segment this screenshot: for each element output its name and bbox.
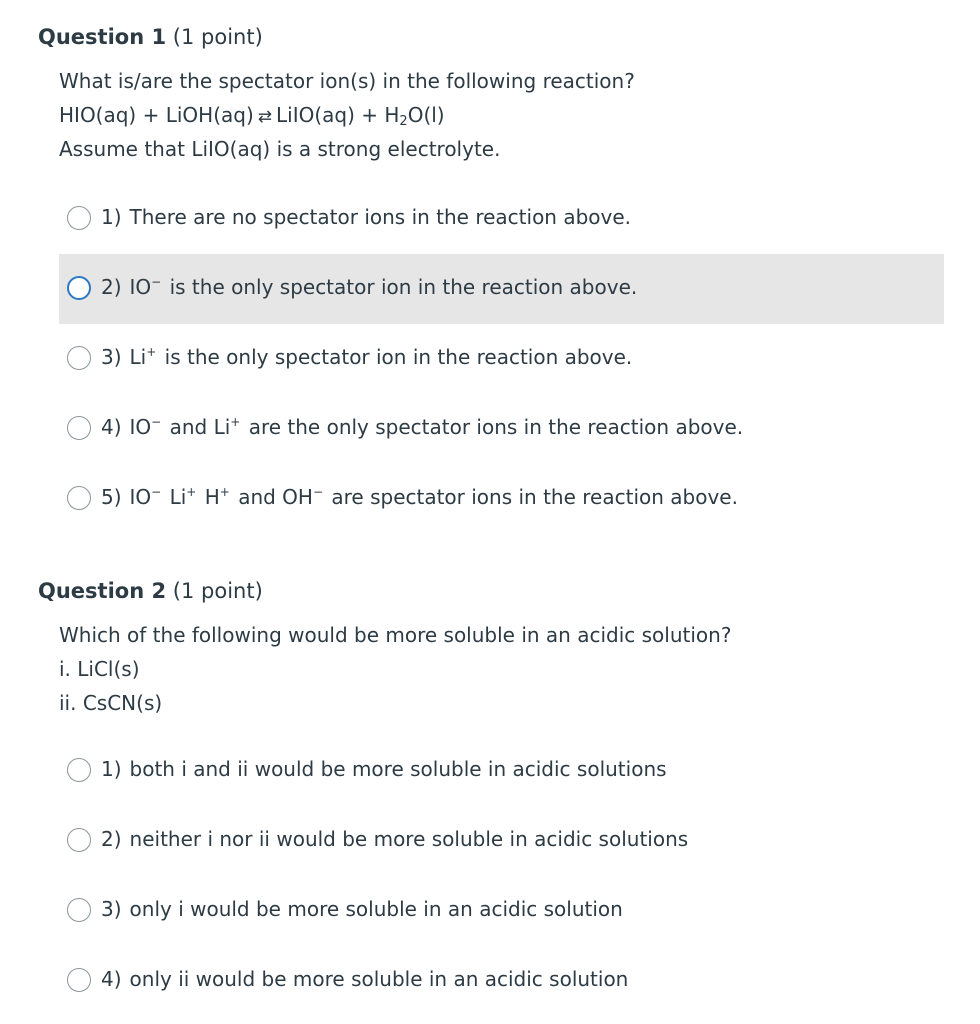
answer-option-label — [101, 824, 688, 854]
answer-option-label — [101, 202, 631, 232]
radio-button[interactable] — [67, 416, 91, 440]
question-2-options — [59, 736, 944, 1016]
equation-right-b: O(l) — [407, 103, 445, 127]
option-text: are the only spectator ions in the reaction above. — [248, 415, 744, 439]
answer-option-label — [101, 482, 738, 512]
answer-option[interactable] — [59, 324, 944, 394]
question-1-header — [38, 20, 263, 54]
ion-iodate: IO — [129, 485, 152, 509]
option-number: 4) — [101, 415, 122, 439]
ion-charge: + — [230, 415, 241, 429]
reaction-equation — [59, 98, 635, 132]
ion-charge: + — [146, 345, 157, 359]
option-text: only i would be more soluble in an acidic solution — [129, 897, 623, 921]
answer-option-label — [101, 412, 743, 442]
option-text: only ii would be more soluble in an acidic solution — [129, 967, 629, 991]
ion-charge: + — [219, 485, 230, 499]
radio-button[interactable] — [67, 828, 91, 852]
option-number: 1) — [101, 757, 122, 781]
answer-option[interactable] — [59, 806, 944, 876]
answer-option-label — [101, 342, 632, 372]
question-prompt: What is/are the spectator ion(s) in the following reaction? — [59, 69, 635, 93]
question-1-options — [59, 184, 944, 534]
radio-button[interactable] — [67, 968, 91, 992]
option-text: is the only spectator ion in the reaction above. — [164, 345, 633, 369]
option-number: 3) — [101, 345, 122, 369]
question-prompt: Which of the following would be more soluble in an acidic solution? — [59, 623, 732, 647]
answer-option[interactable] — [59, 394, 944, 464]
ion-lithium: Li — [129, 345, 147, 369]
option-number: 2) — [101, 275, 122, 299]
question-title: Question 2 — [38, 579, 167, 603]
option-number: 3) — [101, 897, 122, 921]
question-item-ii: ii. CsCN(s) — [59, 691, 163, 715]
answer-option-label — [101, 754, 667, 784]
radio-button[interactable] — [67, 276, 91, 300]
option-text: There are no spectator ions in the reaction above. — [129, 205, 632, 229]
ion-hydroxide: and OH — [238, 485, 313, 509]
answer-option-label — [101, 964, 628, 994]
question-points: (1 point) — [172, 579, 263, 603]
answer-option-label — [101, 272, 637, 302]
answer-option-label — [101, 894, 623, 924]
question-2-text — [59, 618, 731, 720]
ion-charge: − — [151, 275, 162, 289]
equation-subscript: 2 — [399, 114, 408, 129]
ion-lithium: and Li — [169, 415, 231, 439]
option-number: 4) — [101, 967, 122, 991]
option-number: 5) — [101, 485, 122, 509]
question-points: (1 point) — [172, 25, 263, 49]
option-text: are spectator ions in the reaction above. — [331, 485, 738, 509]
option-text: neither i nor ii would be more soluble in acidic solutions — [129, 827, 689, 851]
ion-charge: − — [312, 485, 324, 499]
answer-option[interactable] — [59, 464, 944, 534]
ion-iodate: IO — [129, 275, 152, 299]
radio-button[interactable] — [67, 346, 91, 370]
ion-charge: + — [186, 485, 197, 499]
question-title: Question 1 — [38, 25, 167, 49]
option-text: is the only spectator ion in the reaction above. — [169, 275, 638, 299]
question-assumption: Assume that LiIO(aq) is a strong electrolyte. — [59, 137, 501, 161]
answer-option[interactable] — [59, 736, 944, 806]
answer-option[interactable] — [59, 876, 944, 946]
question-1-text — [59, 64, 635, 166]
answer-option[interactable] — [59, 946, 944, 1016]
option-text: both i and ii would be more soluble in acidic solutions — [129, 757, 667, 781]
radio-button[interactable] — [67, 206, 91, 230]
ion-iodate: IO — [129, 415, 152, 439]
radio-button[interactable] — [67, 486, 91, 510]
ion-charge: − — [151, 415, 162, 429]
answer-option[interactable] — [59, 254, 944, 324]
equation-right-a: LiIO(aq) + H — [276, 103, 400, 127]
option-number: 1) — [101, 205, 122, 229]
ion-hydrogen: H — [204, 485, 220, 509]
ion-lithium: Li — [169, 485, 187, 509]
equilibrium-arrow-icon: ⇄ — [257, 107, 272, 127]
question-2-header — [38, 574, 263, 608]
answer-option[interactable] — [59, 184, 944, 254]
question-item-i: i. LiCl(s) — [59, 657, 140, 681]
equation-left: HIO(aq) + LiOH(aq) — [59, 103, 254, 127]
ion-charge: − — [151, 485, 162, 499]
option-number: 2) — [101, 827, 122, 851]
radio-button[interactable] — [67, 898, 91, 922]
radio-button[interactable] — [67, 758, 91, 782]
